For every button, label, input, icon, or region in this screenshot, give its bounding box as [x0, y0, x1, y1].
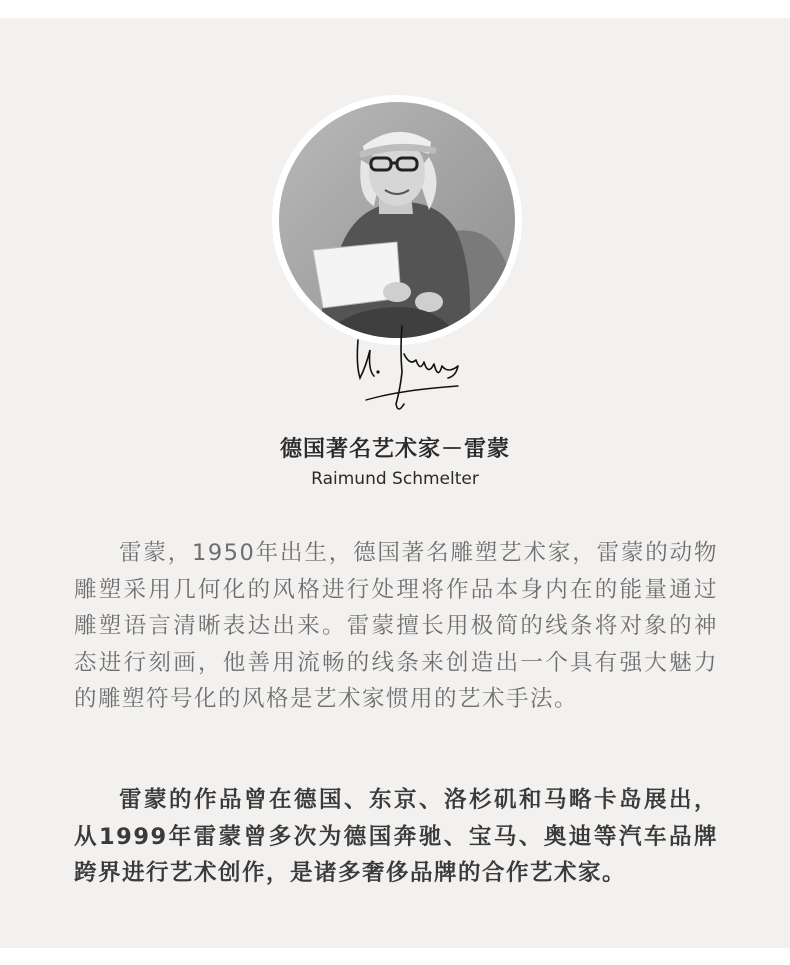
artist-name-latin: Raimund Schmelter — [311, 469, 479, 489]
artist-title: 德国著名艺术家－雷蒙 — [279, 437, 510, 462]
signature-icon — [340, 320, 470, 420]
biography-paragraph: 雷蒙，1950年出生，德国著名雕塑艺术家，雷蒙的动物雕塑采用几何化的风格进行处理将作品本身内在的能量通过雕塑语言清晰表达出来。雷蒙擅长用极简的线条将对象的神态进行刻画，他善用流畅的线条来创造出一个具有强大魅力的雕塑符号化的风格是艺术家惯用的艺术手法。 — [74, 540, 718, 712]
exhibitions-paragraph: 雷蒙的作品曾在德国、东京、洛杉矶和马略卡岛展出，从1999年雷蒙曾多次为德国奔驰、宝马、奥迪等汽车品牌跨界进行艺术创作，是诸多奢侈品牌的合作艺术家。 — [74, 787, 718, 886]
artist-photo-icon — [279, 102, 515, 338]
artist-portrait — [272, 95, 522, 345]
